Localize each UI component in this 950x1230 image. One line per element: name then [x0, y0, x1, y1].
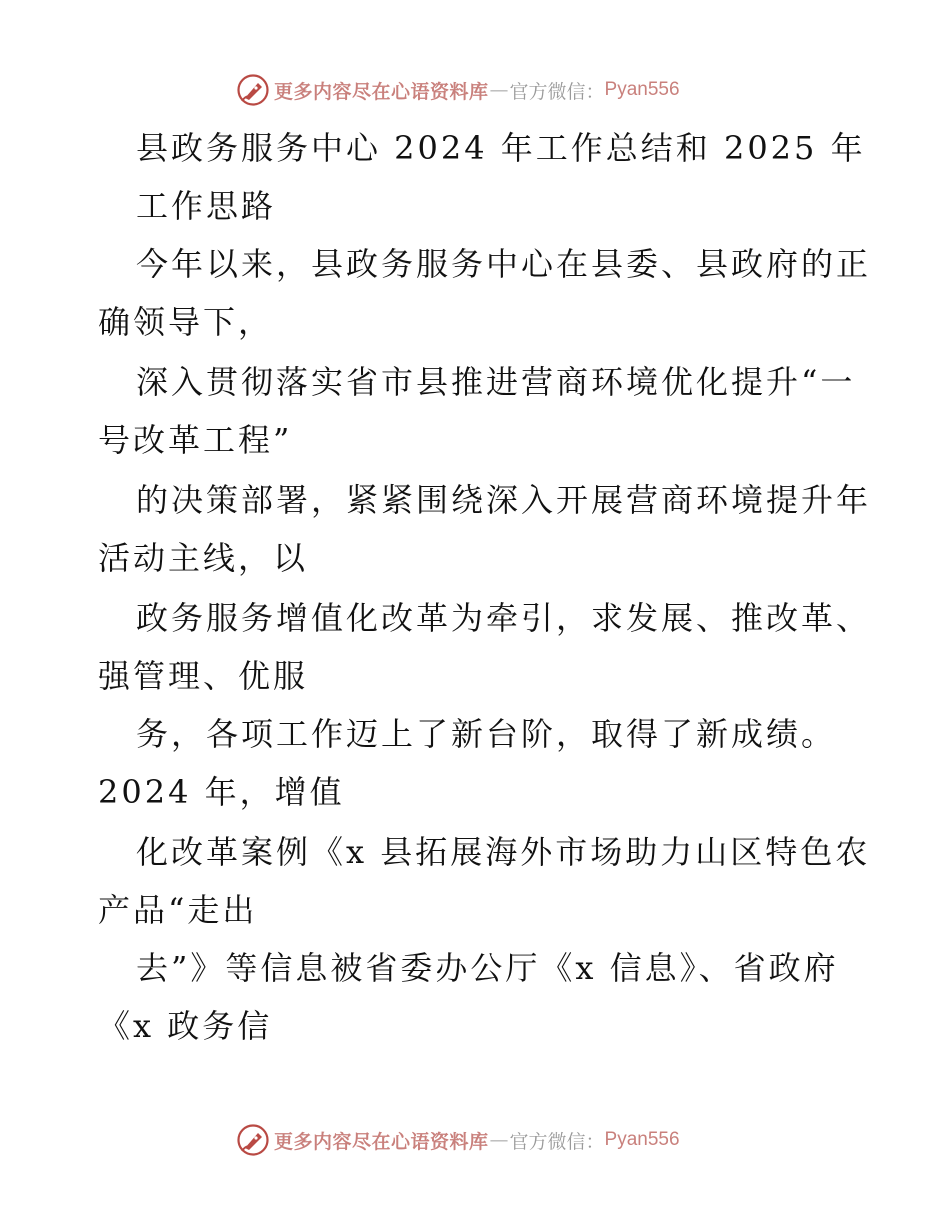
body-line: 去”》等信息被省委办公厅《x 信息》、省政府: [136, 949, 839, 987]
body-line: 确领导下，: [98, 303, 274, 341]
watermark-wechat-label: 官方微信：: [509, 1130, 605, 1153]
body-line: 2024 年，增值: [98, 773, 345, 811]
watermark-dash: —: [489, 79, 509, 101]
header-watermark: [236, 72, 680, 108]
body-line: 号改革工程”: [98, 421, 293, 459]
watermark-wechat-id: Pyan556: [604, 79, 680, 100]
body-line: 《x 政务信: [98, 1007, 273, 1045]
body-line: 深入贯彻落实省市县推进营商环境优化提升“一: [136, 363, 856, 401]
title-line-2: 工作思路: [136, 187, 277, 225]
body-line: 的决策部署，紧紧围绕深入开展营商环境提升年: [136, 481, 872, 519]
body-line: 今年以来，县政务服务中心在县委、县政府的正: [136, 245, 872, 283]
watermark-wechat-label: 官方微信：: [509, 80, 605, 103]
pen-nib-logo-icon: [236, 1123, 270, 1157]
body-line: 产品“走出: [98, 891, 258, 929]
body-line: 化改革案例《x 县拓展海外市场助力山区特色农: [136, 833, 871, 871]
footer-watermark: [236, 1122, 680, 1158]
watermark-dash: —: [489, 1129, 509, 1151]
body-line: 务，各项工作迈上了新台阶，取得了新成绩。: [136, 715, 837, 753]
pen-nib-logo-icon: [236, 73, 270, 107]
watermark-wechat-id: Pyan556: [604, 1129, 680, 1150]
body-line: 政务服务增值化改革为牵引，求发展、推改革、: [136, 599, 872, 637]
title-line-1: 县政务服务中心 2024 年工作总结和 2025 年: [136, 129, 866, 167]
watermark-brand-text: 更多内容尽在心语资料库: [274, 1130, 489, 1153]
body-line: 强管理、优服: [98, 657, 309, 695]
body-line: 活动主线，以: [98, 539, 309, 577]
watermark-brand-text: 更多内容尽在心语资料库: [274, 80, 489, 103]
